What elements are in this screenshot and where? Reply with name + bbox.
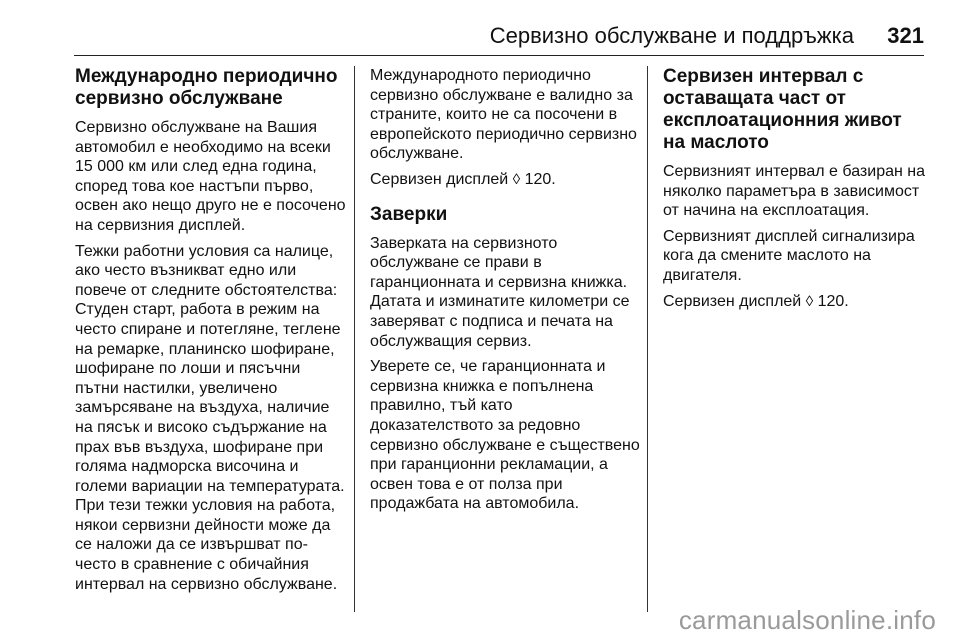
column-divider-2: [647, 66, 648, 612]
page-number: 321: [887, 23, 924, 48]
column-3: [663, 66, 928, 317]
paragraph: Сервизният дисплей сигнализира кога да смените маслото на двигателя.: [663, 227, 915, 284]
paragraph: Тежки работни условия са налице, ако често възникват едно или повече от следните обстоятелства: Студен старт, работа в режим на често спиране и потегляне, теглене на ремарке, планинско шофиране, шофиране по лоши и пясъчни пътни настилки, увеличено замърсяване на въздуха, наличие на пясък и високо съдържание на прах във въздуха, шофиране при голяма надморска височина и големи вариации на температурата. При тези тежки условия на работа, някои сервизни дейности може да се наложи да се извършват по-често в сравнение с обичайния интервал на сервизно обслужване.: [75, 242, 345, 593]
page-header: [74, 22, 924, 54]
paragraph: Международното периодично сервизно обслужване е валидно за страните, които не са посочени в европейското периодично сервизно обслужване.: [370, 67, 637, 163]
reference-page: 120.: [817, 292, 849, 310]
paragraph: Заверката на сервизното обслужване се прави в гаранционната и сервизна книжка. Датата и изминатите километри се заверяват с подписа и печата на обслужващия сервиз.: [370, 234, 630, 350]
chapter-title: Сервизно обслужване и поддръжка: [489, 23, 854, 48]
arrow-reference-icon: ◊: [805, 292, 814, 310]
paragraph: Уверете се, че гаранционната и сервизна книжка е попълнена правилно, тъй като доказателството за редовно сервизно обслужване е съществено при гаранционни рекламации, а освен това е от полза при продажбата на автомобила.: [370, 358, 640, 513]
section-heading-service-interval: Сервизен интервал с оставащата част от експлоатационния живот на маслото: [663, 66, 902, 153]
column-2: [370, 66, 640, 520]
column-1: [75, 66, 347, 600]
cross-reference[interactable]: [663, 292, 928, 312]
paragraph: Сервизният интервал е базиран на няколко параметъра в зависимост от начина на експлоатация.: [663, 163, 925, 220]
reference-page: 120.: [524, 170, 556, 188]
header-divider: [74, 55, 924, 56]
cross-reference[interactable]: [370, 170, 640, 190]
section-heading-international-service: Международно периодично сервизно обслужване: [75, 66, 338, 109]
paragraph: Сервизно обслужване на Вашия автомобил е необходимо на всеки 15 000 км или след една година, според това кое настъпи първо, освен ако нещо друго не е посочено на сервизния дисплей.: [75, 119, 346, 234]
watermark: carmanualsonline.info: [678, 605, 936, 635]
arrow-reference-icon: ◊: [512, 170, 521, 188]
section-heading-certifications: Заверки: [370, 203, 448, 225]
column-divider-1: [354, 66, 355, 612]
reference-label: Сервизен дисплей: [663, 292, 802, 310]
reference-label: Сервизен дисплей: [370, 170, 509, 188]
